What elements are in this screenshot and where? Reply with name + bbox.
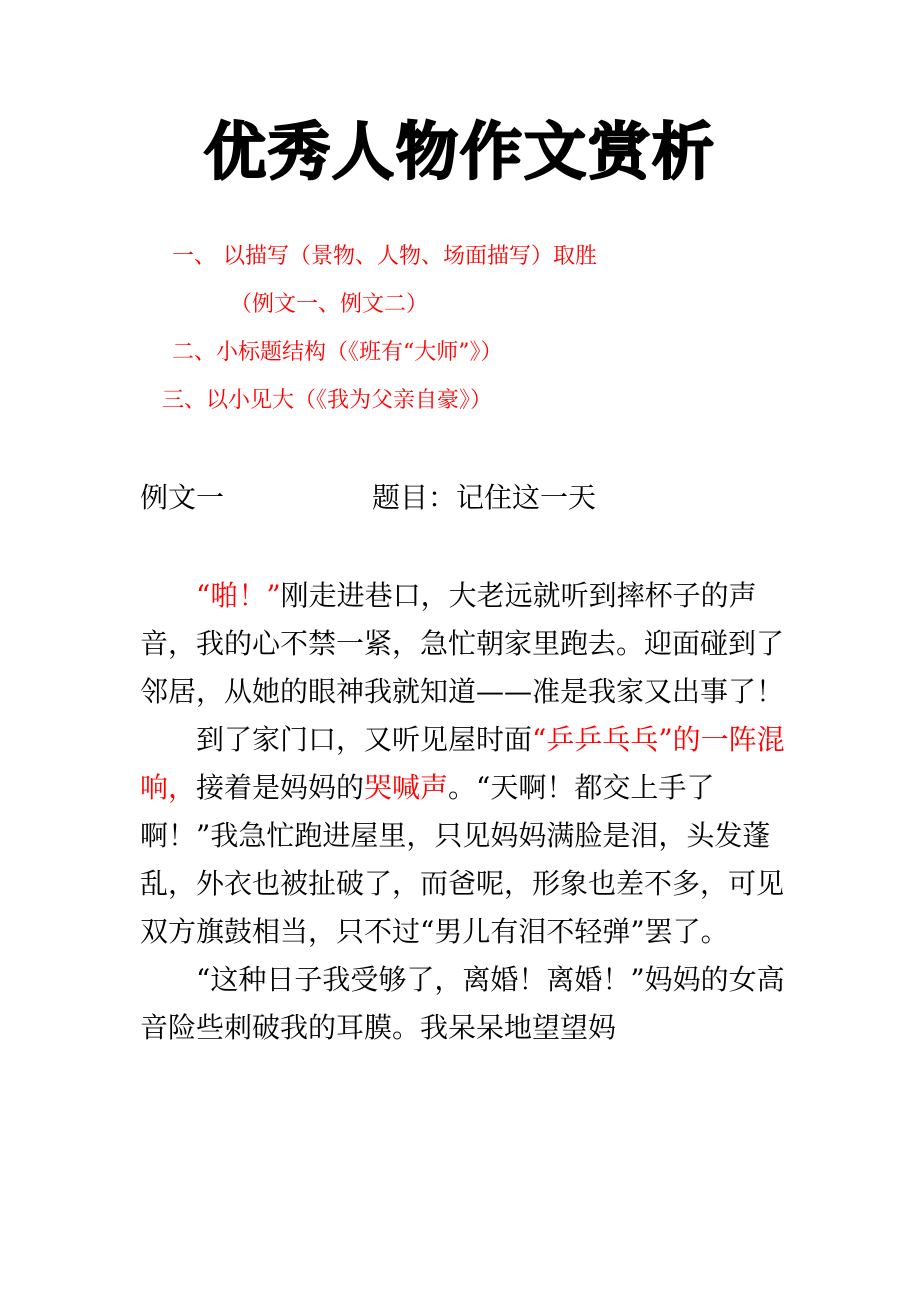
highlight-sound: “乒乒乓乓”的一阵混响，: [140, 723, 785, 804]
article-body: [140, 572, 800, 1052]
outline-item-1: 一、 以描写（景物、人物、场面描写）取胜: [172, 244, 597, 269]
paragraph-2: [140, 716, 800, 956]
example-heading: [140, 478, 820, 518]
paragraph-text: “这种日子我受够了，离婚！离婚！”妈妈的女高音险些刺破我的耳膜。我呆呆地望望妈: [140, 963, 785, 1044]
paragraph-text: 刚走进巷口，大老远就听到摔杯子的声音，我的心不禁一紧，急忙朝家里跑去。迎面碰到了邻居，从她的眼神我就知道——准是我家又出事了！: [140, 579, 785, 708]
paragraph-text: 。“天啊！都交上手了啊！”我急忙跑进屋里，只见妈妈满脸是泪，头发蓬乱，外衣也被扯破了，而爸呢，形象也差不多，可见双方旗鼓相当，只不过“男儿有泪不轻弹”罢了。: [140, 771, 785, 948]
outline-item-2: 二、小标题结构（《班有“大师”》）: [172, 340, 503, 365]
paragraph-1: [140, 572, 800, 716]
example-label: 例文一: [140, 481, 225, 514]
page-title: 优秀人物作文赏析: [203, 115, 716, 188]
outline-item-1-sub: （例文一、例文二）: [230, 292, 429, 317]
outline-item-3: 三、以小见大（《我为父亲自豪》）: [162, 388, 493, 413]
paragraph-text: 到了家门口，又听见屋时面: [196, 723, 533, 756]
paragraph-3: [140, 956, 800, 1052]
paragraph-text: 接着是妈妈的: [196, 771, 365, 804]
example-topic: 题目：记住这一天: [372, 481, 597, 514]
quote-highlight: “啪！”: [196, 579, 281, 612]
highlight-cry: 哭喊声: [364, 771, 449, 804]
